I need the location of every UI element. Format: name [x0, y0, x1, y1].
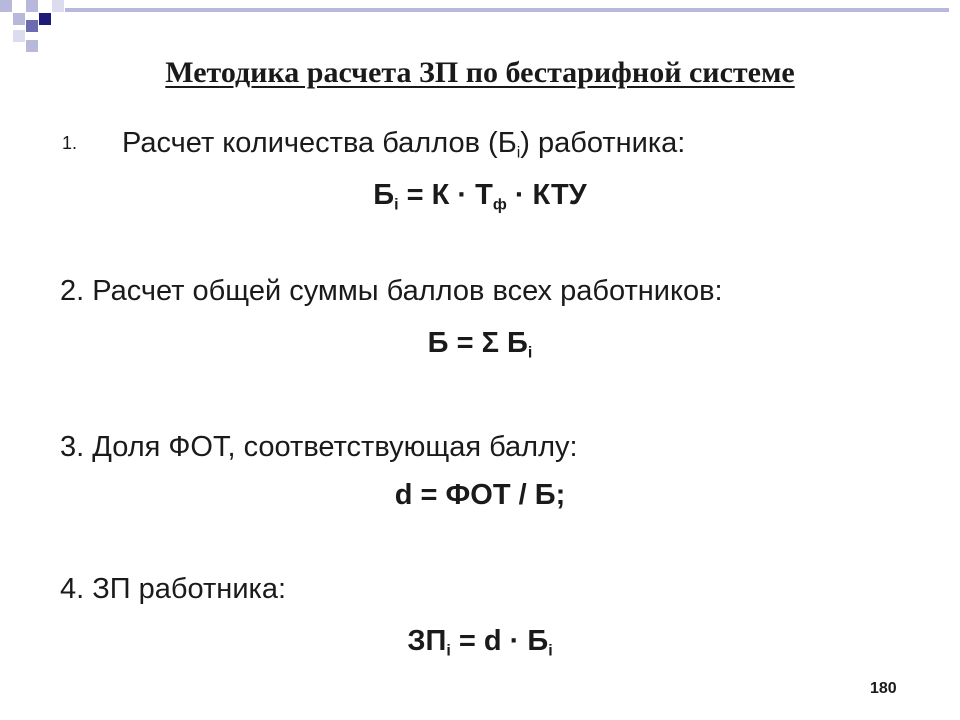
formula-4-sub: i [446, 642, 451, 660]
formula-1-part: Б [373, 179, 395, 211]
formula-2-sub: i [527, 344, 533, 362]
step-4-text [60, 572, 286, 606]
step-1-number: 1. [62, 133, 78, 153]
step-3-number: 3. [60, 431, 85, 463]
formula-1-sub: ф [492, 196, 507, 214]
step-1-text-before: Расчет количества баллов (Б [122, 127, 517, 159]
step-2-number: 2. [60, 275, 85, 307]
formula-4-part: ЗП [407, 625, 447, 657]
page-number: 180 [870, 680, 897, 697]
step-1-text-sub: i [516, 144, 521, 162]
step-3-text [60, 430, 578, 464]
formula-4-part: = d · Б [450, 625, 549, 657]
corner-decoration [0, 0, 960, 60]
slide-title: Методика расчета ЗП по бестарифной системе [165, 56, 795, 89]
step-4-number: 4. [60, 573, 85, 605]
step-2-label: Расчет общей суммы баллов всех работников: [92, 275, 723, 307]
step-1-text [62, 126, 685, 171]
step-2-text [60, 274, 723, 308]
formula-2-part: Б = Σ Б [427, 327, 528, 359]
step-4-formula [0, 624, 960, 669]
step-1-text-after: ) работника: [520, 127, 686, 159]
step-1-formula [0, 178, 960, 223]
step-2-formula [0, 326, 960, 371]
step-3-label: Доля ФОТ, соответствующая баллу: [92, 431, 578, 463]
formula-1-sub: i [394, 196, 399, 214]
formula-1-part: = К · Т [398, 179, 493, 211]
step-3-formula [0, 478, 960, 512]
step-4-label: ЗП работника: [92, 573, 287, 605]
formula-4-sub: i [548, 642, 553, 660]
formula-3-part: d = ФОТ / Б; [394, 479, 566, 511]
formula-1-part: · КТУ [506, 179, 587, 211]
